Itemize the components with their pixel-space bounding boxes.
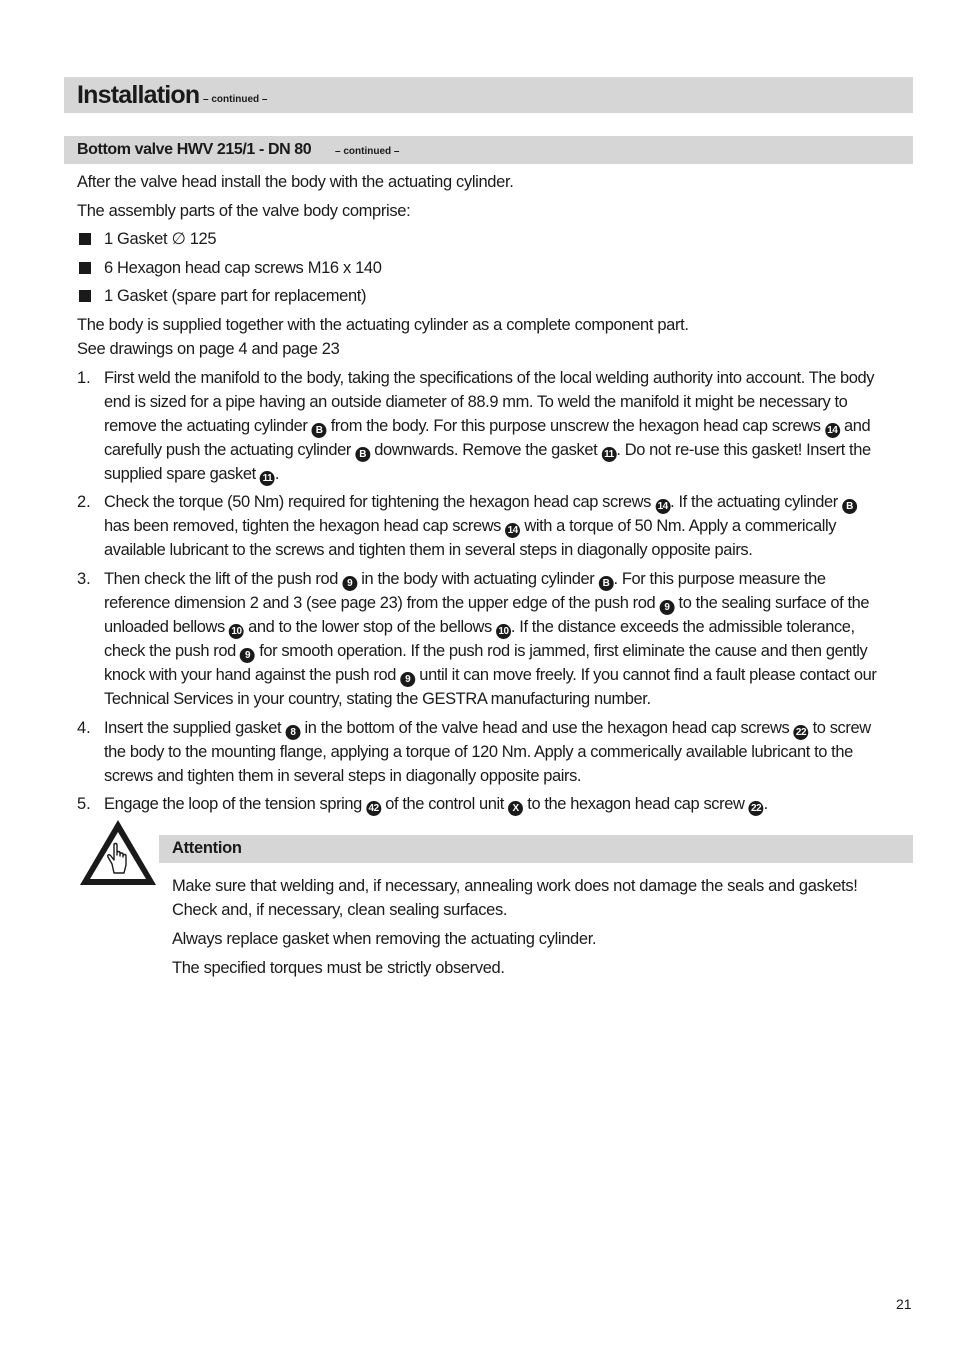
reference-number-badge: 14 xyxy=(505,523,520,538)
step-line: knock with your hand against the push rod 9 until it can move freely. If you cannot find a fault please contact our xyxy=(104,666,877,685)
reference-number-badge: 22 xyxy=(749,801,764,816)
step-number: 3. xyxy=(77,570,91,588)
body-note: See drawings on page 4 and page 23 xyxy=(77,340,340,358)
attention-label: Attention xyxy=(172,839,242,857)
step-text xyxy=(104,716,916,788)
step-number: 2. xyxy=(77,493,91,511)
bullet-item: 1 Gasket (spare part for replacement) xyxy=(104,287,367,305)
step-line: Check the torque (50 Nm) required for tightening the hexagon head cap screws 14 . If the actuating cylinder B xyxy=(104,490,914,514)
intro-paragraph: After the valve head install the body with the actuating cylinder. xyxy=(77,173,514,191)
reference-number-badge: 10 xyxy=(229,624,244,639)
step-text xyxy=(104,792,916,816)
attention-text: The specified torques must be strictly observed. xyxy=(172,959,505,977)
bullet-marker xyxy=(79,262,91,274)
reference-number-badge: 14 xyxy=(655,499,670,514)
bullet-item: 6 Hexagon head cap screws M16 x 140 xyxy=(104,259,382,277)
reference-number-badge: 9 xyxy=(400,672,415,687)
step-line: end is sized for a pipe having an outside diameter of 88.9 mm. To weld the manifold it might be necessary to xyxy=(104,393,848,411)
step-line: available lubricant to the screws and tighten them in several steps in diagonally opposite pairs. xyxy=(104,541,753,559)
reference-number-badge: 14 xyxy=(825,423,840,438)
reference-number-badge: 9 xyxy=(659,600,674,615)
reference-number-badge: 9 xyxy=(342,576,357,591)
section-title: Bottom valve HWV 215/1 - DN 80 xyxy=(77,141,312,158)
reference-number-badge: B xyxy=(355,447,370,462)
attention-text: Make sure that welding and, if necessary, annealing work does not damage the seals and gaskets! xyxy=(172,877,858,895)
reference-number-badge: 11 xyxy=(601,447,616,462)
attention-text: Always replace gasket when removing the actuating cylinder. xyxy=(172,930,597,948)
step-line: the body to the mounting flange, applying a torque of 120 Nm. Apply a commerically available lubricant to the xyxy=(104,743,853,761)
step-line: reference dimension 2 and 3 (see page 23) from the upper edge of the push rod 9 to the sealing surface of the xyxy=(104,594,870,613)
step-text xyxy=(104,366,916,486)
step-text xyxy=(104,567,916,711)
bullet-marker xyxy=(79,290,91,302)
reference-number-badge: 9 xyxy=(240,648,255,663)
reference-number-badge: 8 xyxy=(285,725,300,740)
step-line: check the push rod 9 for smooth operation. If the push rod is jammed, first eliminate the cause and then gently xyxy=(104,642,868,661)
body-note: The body is supplied together with the actuating cylinder as a complete component part. xyxy=(77,316,689,334)
step-number: 5. xyxy=(77,795,91,813)
page-header-bar xyxy=(64,77,913,113)
step-line: Technical Services in your country, stating the GESTRA manufacturing number. xyxy=(104,690,651,708)
reference-number-badge: B xyxy=(842,499,857,514)
section-header-bar xyxy=(64,136,913,164)
page-number: 21 xyxy=(896,1296,912,1312)
reference-number-badge: 42 xyxy=(366,801,381,816)
attention-bar xyxy=(159,835,913,863)
reference-number-badge: 22 xyxy=(793,725,808,740)
attention-text: Check and, if necessary, clean sealing surfaces. xyxy=(172,901,508,919)
step-line: screws and tighten them in several steps in diagonally opposite pairs. xyxy=(104,767,582,785)
reference-number-badge: B xyxy=(599,576,614,591)
reference-number-badge: 10 xyxy=(496,624,511,639)
reference-number-badge: B xyxy=(312,423,327,438)
page-title-continued: – continued – xyxy=(203,94,268,105)
warning-hand-icon xyxy=(77,817,159,889)
step-line: remove the actuating cylinder B from the body. For this purpose unscrew the hexagon head cap screws 14 and xyxy=(104,417,871,436)
step-number: 1. xyxy=(77,369,91,387)
page-title: Installation xyxy=(77,81,200,109)
step-line: Insert the supplied gasket 8 in the bottom of the valve head and use the hexagon head cap screws 22 to screw xyxy=(104,719,871,738)
step-number: 4. xyxy=(77,719,91,737)
step-line: Engage the loop of the tension spring 42 of the control unit X to the hexagon head cap screw 22 . xyxy=(104,795,768,814)
step-line: Then check the lift of the push rod 9 in the body with actuating cylinder B . For this purpose measure the xyxy=(104,570,826,589)
step-line: First weld the manifold to the body, taking the specifications of the local welding authority into account. The body xyxy=(104,369,875,387)
bullet-item: 1 Gasket ∅ 125 xyxy=(104,230,217,248)
step-line: carefully push the actuating cylinder B downwards. Remove the gasket 11 . Do not re-use this gasket! Insert the xyxy=(104,441,871,460)
step-text xyxy=(104,490,916,562)
bullet-marker xyxy=(79,233,91,245)
section-title-continued: – continued – xyxy=(335,146,400,157)
reference-number-badge: X xyxy=(508,801,523,816)
step-line: unloaded bellows 10 and to the lower stop of the bellows 10 . If the distance exceeds the admissible tolerance, xyxy=(104,618,855,637)
reference-number-badge: 11 xyxy=(260,471,275,486)
step-line: has been removed, tighten the hexagon head cap screws 14 with a torque of 50 Nm. Apply a commerically xyxy=(104,517,837,536)
step-line: supplied spare gasket 11 . xyxy=(104,465,280,484)
intro-paragraph: The assembly parts of the valve body comprise: xyxy=(77,202,411,220)
